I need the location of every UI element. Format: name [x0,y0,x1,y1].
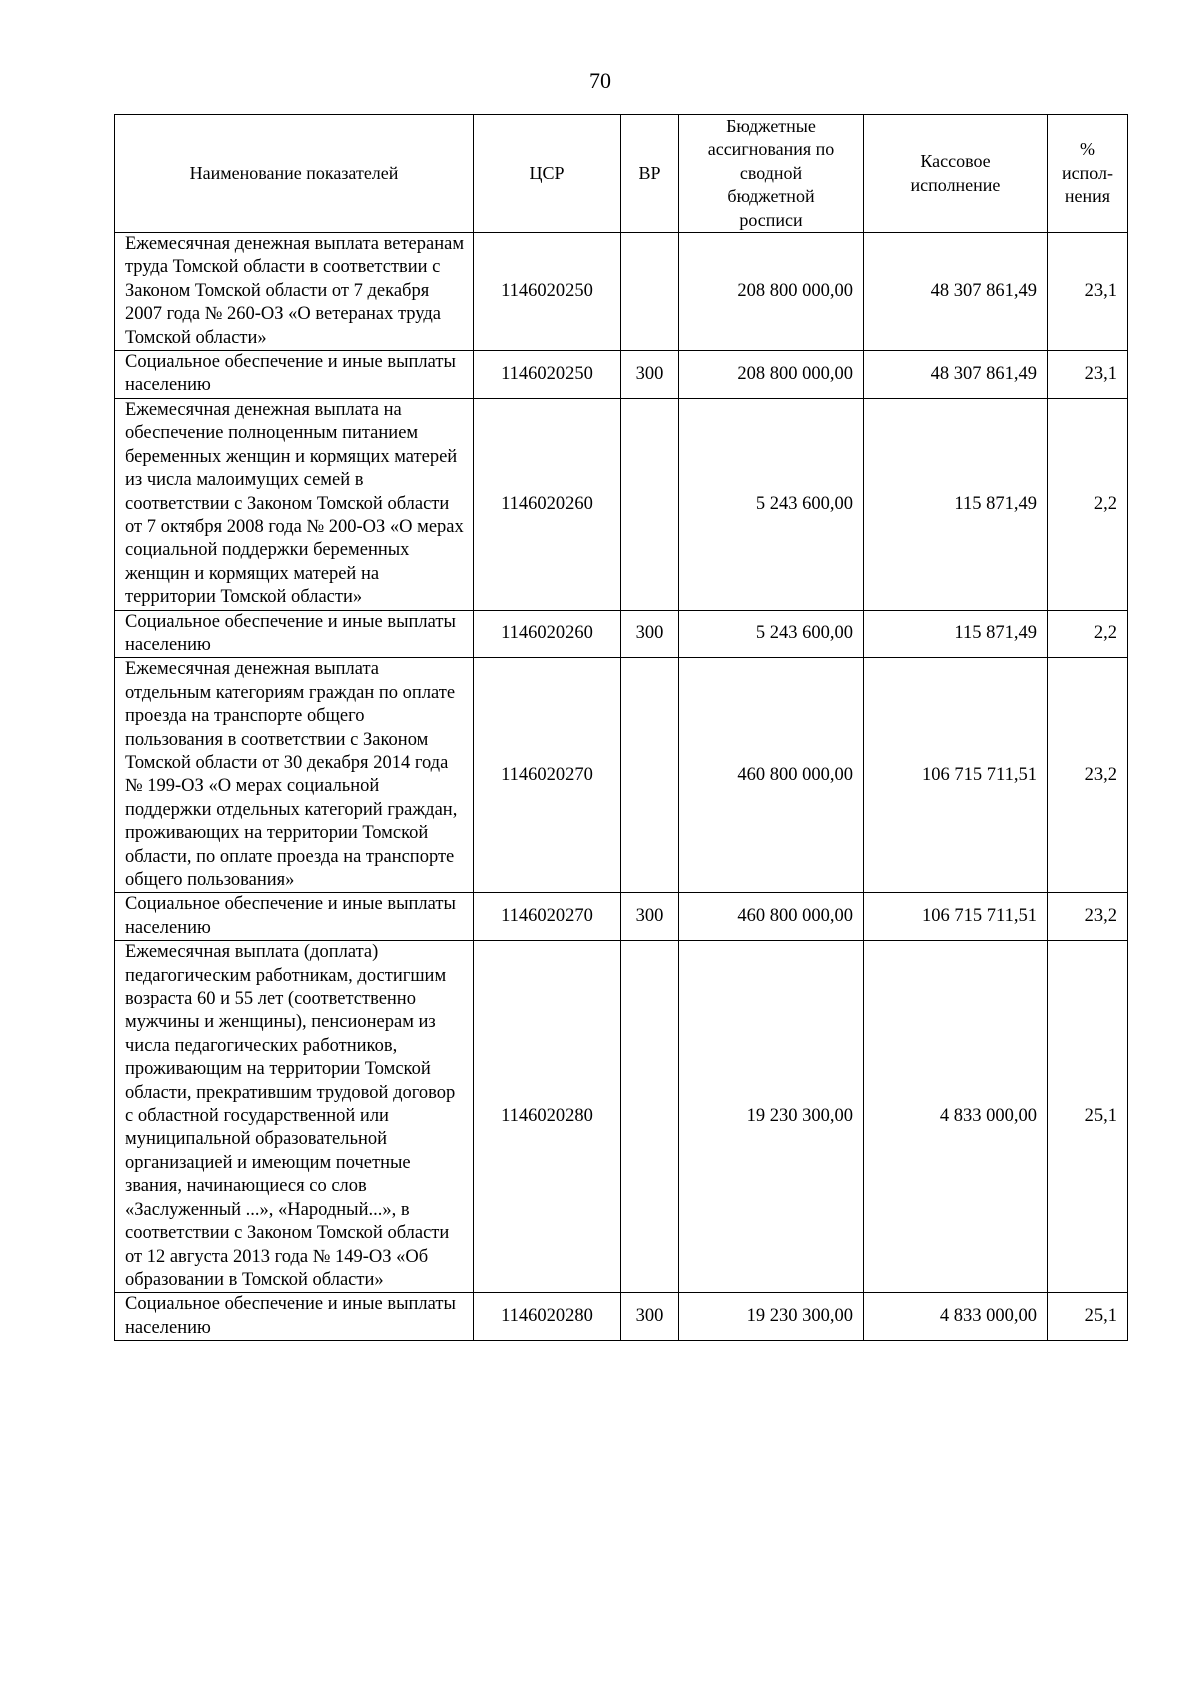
row-vr: 300 [621,893,679,941]
row-name: Ежемесячная денежная выплата ветеранам труда Томской области в соответствии с Законом Томской области от 7 декабря 2007 года № 260-ОЗ «О ветеранах труда Томской области» [115,233,474,351]
row-vr [621,233,679,351]
table-row [115,941,1128,1293]
row-name: Ежемесячная денежная выплата отдельным категориям граждан по оплате проезда на транспорте общего пользования в соответствии с Законом Томской области от 30 декабря 2014 года № 199-ОЗ «О мерах социальной поддержки отдельных категорий граждан, проживающих на территории Томской области, по оплате проезда на транспорте общего пользования» [115,658,474,893]
row-budget: 19 230 300,00 [679,941,864,1293]
row-csr: 1146020270 [474,658,621,893]
header-pct-text: % испол- нения [1062,139,1113,207]
row-cash: 106 715 711,51 [864,658,1048,893]
header-csr: ЦСР [474,115,621,233]
row-budget: 5 243 600,00 [679,398,864,610]
header-cash [864,115,1048,233]
row-pct: 25,1 [1048,1293,1128,1341]
row-csr: 1146020250 [474,351,621,399]
row-pct: 23,2 [1048,893,1128,941]
table-header-row [115,115,1128,233]
row-budget: 460 800 000,00 [679,658,864,893]
table-row [115,658,1128,893]
row-budget: 19 230 300,00 [679,1293,864,1341]
row-csr: 1146020260 [474,398,621,610]
row-vr [621,658,679,893]
row-csr: 1146020270 [474,893,621,941]
row-name: Социальное обеспечение и иные выплаты населению [115,610,474,658]
row-vr: 300 [621,351,679,399]
row-budget: 208 800 000,00 [679,351,864,399]
row-cash: 4 833 000,00 [864,1293,1048,1341]
row-cash: 4 833 000,00 [864,941,1048,1293]
budget-execution-table [114,114,1128,1341]
table-row [115,398,1128,610]
row-csr: 1146020280 [474,1293,621,1341]
row-pct: 2,2 [1048,610,1128,658]
row-cash: 48 307 861,49 [864,233,1048,351]
row-cash: 48 307 861,49 [864,351,1048,399]
row-budget: 460 800 000,00 [679,893,864,941]
row-name: Социальное обеспечение и иные выплаты населению [115,351,474,399]
row-name: Социальное обеспечение и иные выплаты населению [115,1293,474,1341]
row-pct: 25,1 [1048,941,1128,1293]
row-csr: 1146020260 [474,610,621,658]
row-csr: 1146020250 [474,233,621,351]
row-name: Социальное обеспечение и иные выплаты населению [115,893,474,941]
header-pct [1048,115,1128,233]
header-cash-text: Кассовое исполнение [910,151,1001,195]
table-row [115,610,1128,658]
table-row [115,351,1128,399]
row-name: Ежемесячная выплата (доплата) педагогическим работникам, достигшим возраста 60 и 55 лет (соответственно мужчины и женщины), пенсионерам из числа педагогических работников, проживающим на территории Томской области, прекратившим трудовой договор с областной государственной или муниципальной образовательной организацией и имеющим почетные звания, начинающиеся со слов «Заслуженный ...», «Народный...», в соответствии с Законом Томской области от 12 августа 2013 года № 149-ОЗ «Об образовании в Томской области» [115,941,474,1293]
header-vr: ВР [621,115,679,233]
row-budget: 5 243 600,00 [679,610,864,658]
row-csr: 1146020280 [474,941,621,1293]
row-vr: 300 [621,610,679,658]
table-row [115,893,1128,941]
page-number: 70 [589,68,611,93]
row-pct: 23,1 [1048,233,1128,351]
table-row [115,233,1128,351]
row-pct: 23,1 [1048,351,1128,399]
row-budget: 208 800 000,00 [679,233,864,351]
header-budget [679,115,864,233]
row-name: Ежемесячная денежная выплата на обеспечение полноценным питанием беременных женщин и кормящих матерей из числа малоимущих семей в соответствии с Законом Томской области от 7 октября 2008 года № 200-ОЗ «О мерах социальной поддержки беременных женщин и кормящих матерей на территории Томской области» [115,398,474,610]
row-cash: 115 871,49 [864,610,1048,658]
row-cash: 115 871,49 [864,398,1048,610]
row-cash: 106 715 711,51 [864,893,1048,941]
header-budget-text: Бюджетные ассигнования по сводной бюджетной росписи [707,116,835,230]
table-row [115,1293,1128,1341]
row-vr: 300 [621,1293,679,1341]
row-vr [621,398,679,610]
row-pct: 2,2 [1048,398,1128,610]
header-name: Наименование показателей [115,115,474,233]
row-pct: 23,2 [1048,658,1128,893]
row-vr [621,941,679,1293]
